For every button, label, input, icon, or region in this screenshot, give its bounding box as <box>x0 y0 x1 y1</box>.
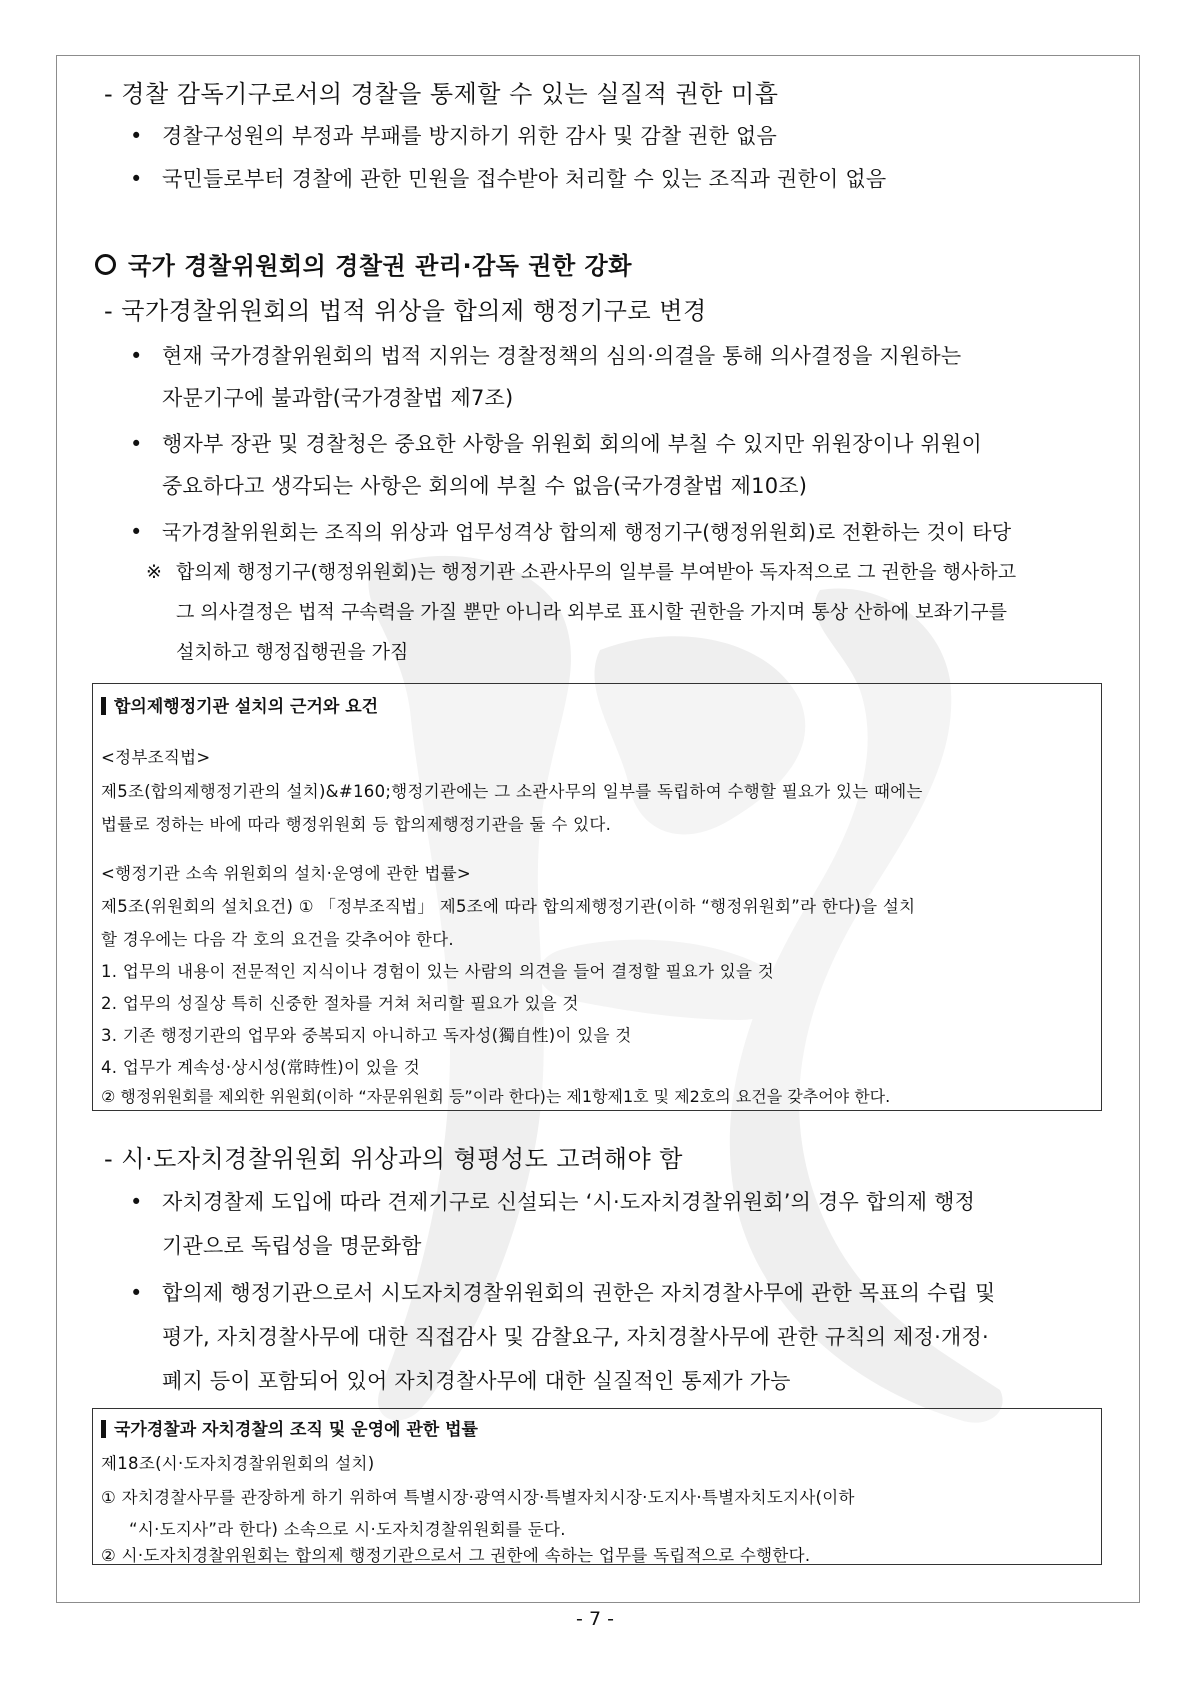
bullet-continuation: 자문기구에 불과함(국가경찰법 제7조) <box>162 386 514 410</box>
dash-item-equity: - 시·도자치경찰위원회 위상과의 형평성도 고려해야 함 <box>104 1145 683 1173</box>
bullet-icon: • <box>130 432 143 456</box>
bullet-continuation: 평가, 자치경찰사무에 대한 직접감사 및 감찰요구, 자치경찰사무에 관한 규칙의 제정·개정· <box>162 1325 989 1349</box>
note-text: 합의제 행정기구(행정위원회)는 행정기관 소관사무의 일부를 부여받아 독자적으로 그 권한을 행사하고 <box>176 561 1017 583</box>
note-continuation: 설치하고 행정집행권을 가짐 <box>176 641 409 663</box>
bullet-icon: • <box>130 124 143 148</box>
bullet-continuation: 중요하다고 생각되는 사항은 회의에 부칠 수 없음(국가경찰법 제10조) <box>162 474 808 498</box>
bullet-continuation: 기관으로 독립성을 명문화함 <box>162 1234 422 1258</box>
legal-reference-box <box>92 683 1102 1111</box>
box-line: 제18조(시·도자치경찰위원회의 설치) <box>101 1454 375 1473</box>
box-line: 제5조(위원회의 설치요건) ① 「정부조직법」 제5조에 따라 합의제행정기관(이하 “행정위원회”라 한다)을 설치 <box>101 897 916 916</box>
circle-bullet-icon <box>95 254 116 275</box>
box-line: “시·도지사”라 한다) 소속으로 시·도자치경찰위원회를 둔다. <box>129 1520 566 1539</box>
title-bar-icon <box>101 1420 106 1438</box>
legal-reference-box <box>92 1408 1102 1565</box>
bullet-item <box>130 1277 995 1307</box>
section-heading <box>95 246 632 281</box>
bullet-text: 합의제 행정기관으로서 시도자치경찰위원회의 권한은 자치경찰사무에 관한 목표의 수립 및 <box>162 1281 996 1305</box>
box-title-text: 국가경찰과 자치경찰의 조직 및 운영에 관한 법률 <box>114 1420 478 1440</box>
bullet-item <box>130 516 1011 545</box>
dash-item-legal-status: - 국가경찰위원회의 법적 위상을 합의제 행정기구로 변경 <box>104 297 707 325</box>
bullet-text: 행자부 장관 및 경찰청은 중요한 사항을 위원회 회의에 부칠 수 있지만 위원장이나 위원이 <box>162 432 982 456</box>
bullet-item <box>130 120 777 150</box>
note-item <box>146 557 1016 584</box>
bullet-text: 국가경찰위원회는 조직의 위상과 업무성격상 합의제 행정기구(행정위원회)로 전환하는 것이 타당 <box>162 520 1012 544</box>
bullet-continuation: 폐지 등이 포함되어 있어 자치경찰사무에 대한 실질적인 통제가 가능 <box>162 1369 791 1393</box>
box-line: ② 시·도자치경찰위원회는 합의제 행정기관으로서 그 권한에 속하는 업무를 독립적으로 수행한다. <box>101 1546 811 1565</box>
bullet-icon: • <box>130 520 143 544</box>
box-line: 2. 업무의 성질상 특히 신중한 절차를 거쳐 처리할 필요가 있을 것 <box>101 994 579 1013</box>
bullet-item <box>130 340 961 370</box>
page-number: - 7 - <box>576 1608 614 1630</box>
box-title-text: 합의제행정기관 설치의 근거와 요건 <box>114 697 379 717</box>
bullet-item <box>130 1186 975 1216</box>
note-continuation: 그 의사결정은 법적 구속력을 가질 뿐만 아니라 외부로 표시할 권한을 가지며 통상 산하에 보좌기구를 <box>176 601 1008 623</box>
bullet-item <box>130 163 886 193</box>
box-line: 법률로 정하는 바에 따라 행정위원회 등 합의제행정기관을 둘 수 있다. <box>101 815 612 834</box>
bullet-text: 경찰구성원의 부정과 부패를 방지하기 위한 감사 및 감찰 권한 없음 <box>162 124 777 148</box>
title-bar-icon <box>101 697 106 715</box>
box-line: 3. 기존 행정기관의 업무와 중복되지 아니하고 독자성(獨自性)이 있을 것 <box>101 1026 632 1045</box>
bullet-text: 현재 국가경찰위원회의 법적 지위는 경찰정책의 심의·의결을 통해 의사결정을 지원하는 <box>162 344 962 368</box>
box-line: 1. 업무의 내용이 전문적인 지식이나 경험이 있는 사람의 의견을 들어 결정할 필요가 있을 것 <box>101 962 775 981</box>
dash-item-oversight-authority: - 경찰 감독기구로서의 경찰을 통제할 수 있는 실질적 권한 미흡 <box>104 80 779 108</box>
bullet-text: 국민들로부터 경찰에 관한 민원을 접수받아 처리할 수 있는 조직과 권한이 없음 <box>162 167 887 191</box>
box-line: <정부조직법> <box>101 748 211 767</box>
box-line: ② 행정위원회를 제외한 위원회(이하 “자문위원회 등”이라 한다)는 제1항제1호 및 제2호의 요건을 갖추어야 한다. <box>101 1087 891 1106</box>
box-title <box>101 1415 478 1440</box>
bullet-icon: • <box>130 1281 143 1305</box>
box-line: <행정기관 소속 위원회의 설치·운영에 관한 법률> <box>101 864 472 883</box>
reference-mark-icon: ※ <box>146 561 162 583</box>
box-line: 제5조(합의제행정기관의 설치)&#160;행정기관에는 그 소관사무의 일부를 독립하여 수행할 필요가 있는 때에는 <box>101 782 923 801</box>
bullet-icon: • <box>130 167 143 191</box>
box-line: ① 자치경찰사무를 관장하게 하기 위하여 특별시장·광역시장·특별자치시장·도지사·특별자치도지사(이하 <box>101 1488 855 1507</box>
box-line: 할 경우에는 다음 각 호의 요건을 갖추어야 한다. <box>101 930 454 949</box>
bullet-item <box>130 428 982 458</box>
section-heading-text: 국가 경찰위원회의 경찰권 관리·감독 권한 강화 <box>128 252 632 280</box>
box-title <box>101 692 378 717</box>
bullet-text: 자치경찰제 도입에 따라 견제기구로 신설되는 ‘시·도자치경찰위원회’의 경우 합의제 행정 <box>162 1190 976 1214</box>
box-line: 4. 업무가 계속성·상시성(常時性)이 있을 것 <box>101 1058 421 1077</box>
bullet-icon: • <box>130 344 143 368</box>
bullet-icon: • <box>130 1190 143 1214</box>
